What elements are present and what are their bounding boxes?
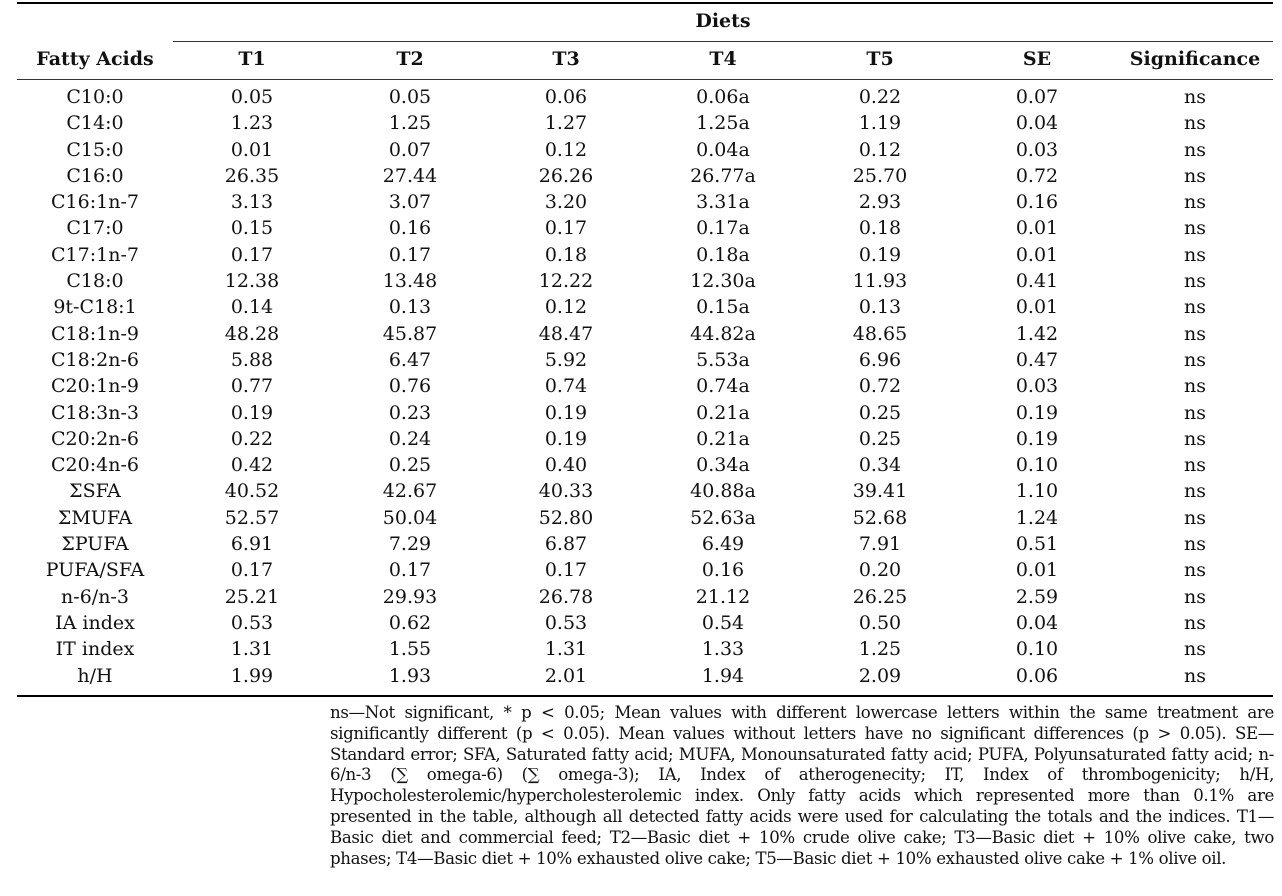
table-cell: 0.13	[388, 296, 432, 319]
table-cell: 2.59	[1015, 585, 1059, 608]
table-cell: 1.31	[230, 638, 274, 661]
table-cell: 0.53	[544, 611, 588, 634]
table-cell: ns	[1184, 559, 1206, 582]
table-row	[17, 478, 1273, 504]
table-cell: 0.24	[388, 427, 432, 450]
table-cell: 6.49	[701, 533, 745, 556]
table-cell: 1.31	[544, 638, 588, 661]
table-cell: 12.38	[224, 270, 280, 293]
table-cell: 0.05	[388, 86, 432, 108]
table-cell: 3.13	[230, 191, 274, 214]
table-cell: 0.04	[1015, 611, 1059, 634]
table-cell: 21.12	[695, 585, 751, 608]
table-cell: ns	[1184, 585, 1206, 608]
table-cell: 0.03	[1015, 375, 1059, 398]
table-cell: 0.05	[230, 86, 274, 108]
header-fatty-acids: Fatty Acids	[36, 48, 154, 70]
table-row	[17, 215, 1273, 241]
fatty-acid-name-cell: ΣPUFA	[61, 533, 129, 556]
table-row	[17, 242, 1273, 268]
header-significance: Significance	[1129, 48, 1261, 70]
table-cell: 1.24	[1015, 506, 1059, 529]
table-cell: 1.25	[388, 112, 432, 135]
table-cell: 0.23	[388, 401, 432, 424]
table-cell: 0.13	[858, 296, 902, 319]
table-cell: 0.22	[858, 86, 902, 108]
fatty-acid-name-cell: ΣMUFA	[57, 506, 133, 529]
table-cell: 52.63a	[690, 506, 756, 529]
table-cell: 0.01	[1015, 243, 1059, 266]
table-cell: 0.42	[230, 454, 274, 477]
table-cell: 0.47	[1015, 348, 1059, 371]
table-cell: 0.17	[230, 559, 274, 582]
fatty-acid-name-cell: C16:0	[66, 164, 124, 187]
table-cell: 0.74a	[696, 375, 750, 398]
table-cell: 0.10	[1015, 638, 1059, 661]
table-cell: 0.06a	[696, 86, 750, 108]
table-cell: 26.26	[538, 164, 594, 187]
table-cell: 5.92	[544, 348, 588, 371]
table-cell: 0.41	[1015, 270, 1059, 293]
table-cell: 0.17	[230, 243, 274, 266]
table-row	[17, 189, 1273, 215]
table-cell: 1.19	[858, 112, 902, 135]
table-row	[17, 163, 1273, 189]
fatty-acid-name-cell: C18:0	[66, 270, 124, 293]
table-cell: ns	[1184, 348, 1206, 371]
table-cell: 0.21a	[696, 401, 750, 424]
table-cell: ns	[1184, 296, 1206, 319]
table-cell: 0.01	[230, 138, 274, 161]
table-cell: 13.48	[382, 270, 438, 293]
table-cell: 7.91	[858, 533, 902, 556]
table-cell: 1.94	[701, 664, 745, 687]
table-cell: 40.52	[224, 480, 280, 503]
table-cell: 0.18	[544, 243, 588, 266]
header-t1: T1	[238, 48, 266, 70]
table-row	[17, 347, 1273, 373]
table-cell: 0.20	[858, 559, 902, 582]
table-cell: 26.25	[852, 585, 908, 608]
table-row	[17, 505, 1273, 531]
table-cell: 0.19	[858, 243, 902, 266]
fatty-acid-name-cell: C20:4n-6	[51, 454, 139, 477]
table-cell: ns	[1184, 164, 1206, 187]
table-bottom-rule	[17, 695, 1273, 697]
table-top-rule	[17, 2, 1273, 4]
table-cell: 0.15	[230, 217, 274, 240]
table-cell: ns	[1184, 611, 1206, 634]
table-cell: 50.04	[382, 506, 438, 529]
table-cell: 0.16	[1015, 191, 1059, 214]
table-cell: 3.07	[388, 191, 432, 214]
table-cell: 1.27	[544, 112, 588, 135]
table-cell: 0.62	[388, 611, 432, 634]
table-cell: 5.53a	[696, 348, 750, 371]
table-row	[17, 321, 1273, 347]
table-cell: 0.21a	[696, 427, 750, 450]
table-cell: 5.88	[230, 348, 274, 371]
table-cell: 0.16	[388, 217, 432, 240]
table-cell: 11.93	[852, 270, 908, 293]
table-cell: ns	[1184, 480, 1206, 503]
table-cell: ns	[1184, 322, 1206, 345]
table-cell: 48.28	[224, 322, 280, 345]
table-cell: ns	[1184, 454, 1206, 477]
table-cell: 26.35	[224, 164, 280, 187]
table-cell: ns	[1184, 664, 1206, 687]
table-cell: ns	[1184, 638, 1206, 661]
fatty-acid-name-cell: h/H	[77, 664, 113, 687]
table-cell: 0.53	[230, 611, 274, 634]
table-cell: ns	[1184, 243, 1206, 266]
table-cell: ns	[1184, 217, 1206, 240]
table-cell: 0.40	[544, 454, 588, 477]
fatty-acid-name-cell: C18:1n-9	[51, 322, 139, 345]
table-footnote: ns—Not significant, * p < 0.05; Mean values with different lowercase letters within the same treatment are significantly different (p < 0.05). Mean values without letters have no significant differences (p > 0.05). SE—Standard error; SFA, Saturated fatty acid; MUFA, Monounsaturated fatty acid; PUFA, Polyunsaturated fatty acid; n-6/n-3 (∑ omega-6) (∑ omega-3); IA, Index of atherogenecity; IT, Index of thrombogenicity; h/H, Hypocholesterolemic/hypercholesterolemic index. Only fatty acids which represented more than 0.1% are presented in the table, although all detected fatty acids were used for calculating the totals and the indices. T1—Basic diet and commercial feed; T2—Basic diet + 10% crude olive cake; T3—Basic diet + 10% olive cake, two phases; T4—Basic diet + 10% exhausted olive cake; T5—Basic diet + 10% exhausted olive cake + 1% olive oil.	[330, 703, 1274, 868]
table-cell: 0.04a	[696, 138, 750, 161]
header-bottom-rule	[17, 79, 1273, 80]
fatty-acid-name-cell: 9t-C18:1	[53, 296, 137, 319]
table-cell: 0.06	[1015, 664, 1059, 687]
table-cell: ns	[1184, 270, 1206, 293]
table-cell: 0.77	[230, 375, 274, 398]
table-cell: 6.96	[858, 348, 902, 371]
table-row	[17, 373, 1273, 399]
table-cell: 0.12	[858, 138, 902, 161]
table-row	[17, 557, 1273, 583]
table-row	[17, 452, 1273, 478]
fatty-acid-name-cell: C17:1n-7	[51, 243, 139, 266]
table-cell: 0.25	[858, 427, 902, 450]
table-cell: 6.87	[544, 533, 588, 556]
table-row	[17, 110, 1273, 136]
table-cell: 27.44	[382, 164, 438, 187]
table-row	[17, 400, 1273, 426]
table-cell: 1.99	[230, 664, 274, 687]
table-cell: 52.57	[224, 506, 280, 529]
table-cell: ns	[1184, 506, 1206, 529]
table-cell: 7.29	[388, 533, 432, 556]
table-row	[17, 663, 1273, 689]
table-cell: ns	[1184, 401, 1206, 424]
table-cell: 0.07	[388, 138, 432, 161]
table-cell: 0.25	[858, 401, 902, 424]
table-cell: 42.67	[382, 480, 438, 503]
fatty-acid-name-cell: C10:0	[66, 86, 124, 108]
header-t3: T3	[552, 48, 580, 70]
table-cell: 0.12	[544, 138, 588, 161]
table-cell: 12.22	[538, 270, 594, 293]
fatty-acid-name-cell: C20:2n-6	[51, 427, 139, 450]
table-row	[17, 137, 1273, 163]
table-header-row	[17, 48, 1273, 76]
table-cell: 0.17	[544, 217, 588, 240]
fatty-acid-name-cell: C16:1n-7	[51, 191, 139, 214]
table-cell: 3.31a	[696, 191, 750, 214]
table-cell: 26.78	[538, 585, 594, 608]
table-cell: 1.42	[1015, 322, 1059, 345]
table-cell: ns	[1184, 86, 1206, 108]
table-cell: 0.07	[1015, 86, 1059, 108]
table-cell: 0.18	[858, 217, 902, 240]
fatty-acid-name-cell: ΣSFA	[69, 480, 121, 503]
table-row	[17, 610, 1273, 636]
table-cell: 0.17a	[696, 217, 750, 240]
table-row	[17, 294, 1273, 320]
table-cell: 52.68	[852, 506, 908, 529]
table-cell: 0.54	[701, 611, 745, 634]
fatty-acid-name-cell: PUFA/SFA	[45, 559, 145, 582]
fatty-acid-name-cell: C15:0	[66, 138, 124, 161]
table-cell: 0.04	[1015, 112, 1059, 135]
table-cell: 0.17	[388, 559, 432, 582]
table-cell: 39.41	[852, 480, 908, 503]
table-row	[17, 636, 1273, 662]
table-body	[17, 84, 1273, 689]
table-cell: 0.14	[230, 296, 274, 319]
table-cell: 0.51	[1015, 533, 1059, 556]
diets-header-rule	[173, 41, 1273, 42]
fatty-acid-name-cell: IT index	[55, 638, 135, 661]
table-cell: 0.19	[1015, 427, 1059, 450]
table-cell: 40.33	[538, 480, 594, 503]
table-cell: 0.12	[544, 296, 588, 319]
table-cell: 0.72	[858, 375, 902, 398]
fatty-acid-name-cell: C18:3n-3	[51, 401, 139, 424]
table-cell: 40.88a	[690, 480, 756, 503]
table-row	[17, 426, 1273, 452]
diets-group-header: Diets	[695, 10, 751, 32]
table-cell: 48.47	[538, 322, 594, 345]
table-cell: 44.82a	[690, 322, 756, 345]
table-row	[17, 584, 1273, 610]
table-row	[17, 84, 1273, 110]
table-cell: 0.03	[1015, 138, 1059, 161]
table-cell: 52.80	[538, 506, 594, 529]
table-cell: 45.87	[382, 322, 438, 345]
table-cell: ns	[1184, 138, 1206, 161]
table-cell: 6.91	[230, 533, 274, 556]
table-cell: 2.01	[544, 664, 588, 687]
table-cell: 1.23	[230, 112, 274, 135]
table-row	[17, 531, 1273, 557]
table-row	[17, 268, 1273, 294]
table-cell: 1.25a	[696, 112, 750, 135]
table-cell: 0.74	[544, 375, 588, 398]
fatty-acid-name-cell: IA index	[55, 611, 135, 634]
table-cell: ns	[1184, 375, 1206, 398]
table-cell: ns	[1184, 112, 1206, 135]
table-cell: 6.47	[388, 348, 432, 371]
header-t5: T5	[866, 48, 894, 70]
table-cell: 0.15a	[696, 296, 750, 319]
header-t4: T4	[709, 48, 737, 70]
table-cell: 1.93	[388, 664, 432, 687]
table-cell: 0.34	[858, 454, 902, 477]
table-cell: 2.09	[858, 664, 902, 687]
table-cell: 0.16	[701, 559, 745, 582]
table-cell: 0.01	[1015, 296, 1059, 319]
table-cell: 0.01	[1015, 559, 1059, 582]
table-cell: 0.19	[230, 401, 274, 424]
table-cell: 0.10	[1015, 454, 1059, 477]
table-cell: ns	[1184, 427, 1206, 450]
fatty-acid-name-cell: n-6/n-3	[61, 585, 129, 608]
table-cell: 0.17	[544, 559, 588, 582]
table-cell: 26.77a	[690, 164, 756, 187]
table-cell: 48.65	[852, 322, 908, 345]
table-cell: 0.50	[858, 611, 902, 634]
table-cell: 1.55	[388, 638, 432, 661]
table-cell: 0.34a	[696, 454, 750, 477]
fatty-acid-name-cell: C20:1n-9	[51, 375, 139, 398]
table-cell: 25.70	[852, 164, 908, 187]
table-cell: 0.06	[544, 86, 588, 108]
table-cell: 0.25	[388, 454, 432, 477]
table-cell: 0.17	[388, 243, 432, 266]
fatty-acid-name-cell: C14:0	[66, 112, 124, 135]
table-cell: 0.22	[230, 427, 274, 450]
table-cell: 1.10	[1015, 480, 1059, 503]
table-cell: 0.01	[1015, 217, 1059, 240]
table-cell: 25.21	[224, 585, 280, 608]
table-cell: 0.19	[1015, 401, 1059, 424]
table-cell: 3.20	[544, 191, 588, 214]
fatty-acid-name-cell: C18:2n-6	[51, 348, 139, 371]
table-cell: ns	[1184, 533, 1206, 556]
table-cell: 1.25	[858, 638, 902, 661]
table-cell: 0.19	[544, 401, 588, 424]
table-cell: 0.18a	[696, 243, 750, 266]
table-cell: 2.93	[858, 191, 902, 214]
table-cell: 0.72	[1015, 164, 1059, 187]
table-cell: 1.33	[701, 638, 745, 661]
table-cell: 29.93	[382, 585, 438, 608]
table-cell: ns	[1184, 191, 1206, 214]
header-t2: T2	[396, 48, 424, 70]
header-se: SE	[1022, 48, 1052, 70]
fatty-acid-name-cell: C17:0	[66, 217, 124, 240]
table-cell: 0.19	[544, 427, 588, 450]
table-cell: 12.30a	[690, 270, 756, 293]
table-cell: 0.76	[388, 375, 432, 398]
